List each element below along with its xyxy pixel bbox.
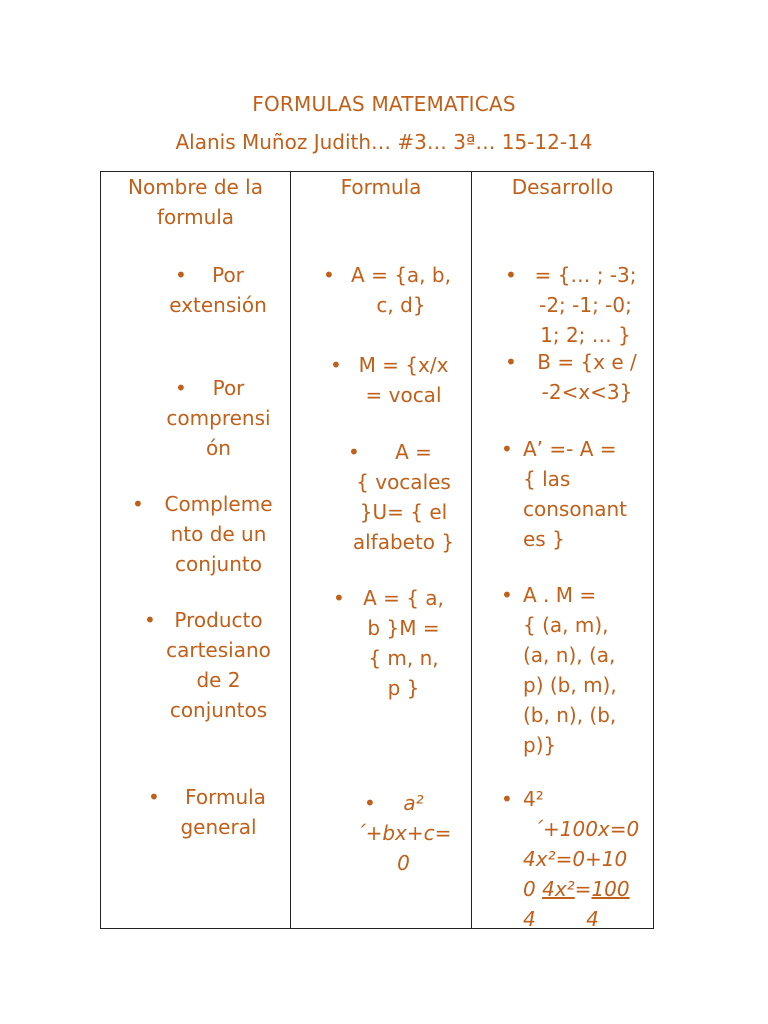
row2-name: • Por comprensi ón — [156, 373, 281, 463]
bullet-icon: • — [148, 785, 160, 809]
bullet-icon: • — [505, 263, 517, 287]
row3-formula: • A = { vocales }U= { el alfabeto } — [341, 437, 466, 557]
bullet-icon: • — [348, 440, 360, 464]
row1-name: • Por extensión — [148, 260, 288, 320]
bullet-icon: • — [175, 263, 187, 287]
bullet-icon: • — [132, 492, 144, 516]
row2-formula: • M = {x/x = vocal — [346, 350, 461, 410]
header-desarrollo: Desarrollo — [511, 175, 614, 199]
row3-desarrollo: • A’ =- A = { las consonant es } — [523, 434, 653, 554]
document-title: FORMULAS MATEMATICAS — [252, 92, 516, 116]
formula-table — [100, 171, 654, 929]
bullet-icon: • — [364, 791, 376, 815]
row4-name: • Producto cartesiano de 2 conjuntos — [156, 605, 281, 725]
bullet-icon: • — [175, 376, 187, 400]
row5-name: • Formula general — [156, 782, 281, 842]
bullet-icon: • — [323, 263, 335, 287]
row5-formula: • a² ´+bx+c= 0 — [341, 788, 466, 878]
bullet-icon: • — [501, 787, 513, 811]
bullet-icon: • — [330, 353, 342, 377]
row2-desarrollo: • B = {x e / -2<x<3} — [526, 347, 648, 407]
bullet-icon: • — [501, 583, 513, 607]
row4-desarrollo: • A . M = { (a, m), (a, n), (a, p) (b, m), (b, n), (b, p)} — [523, 580, 653, 760]
bullet-icon: • — [144, 608, 156, 632]
column-divider — [471, 172, 472, 928]
row1-formula: • A = {a, b, c, d} — [331, 260, 471, 320]
bullet-icon: • — [333, 586, 345, 610]
header-formula: Formula — [340, 175, 422, 199]
row1-desarrollo: • = {… ; -3; -2; -1; -0; 1; 2; … } — [523, 260, 648, 350]
row4-formula: • A = { a, b }M = { m, n, p } — [341, 583, 466, 703]
column-divider — [290, 172, 291, 928]
row5-desarrollo: • 4² ´+100x=0 4x²=0+10 0 4x²=100 4 4 — [523, 784, 653, 934]
bullet-icon: • — [501, 437, 513, 461]
header-nombre: Nombre de la formula — [128, 175, 263, 229]
bullet-icon: • — [505, 350, 517, 374]
row3-name: • Compleme nto de un conjunto — [151, 489, 286, 579]
document-subtitle: Alanis Muñoz Judith… #3… 3ª… 15-12-14 — [175, 130, 593, 154]
